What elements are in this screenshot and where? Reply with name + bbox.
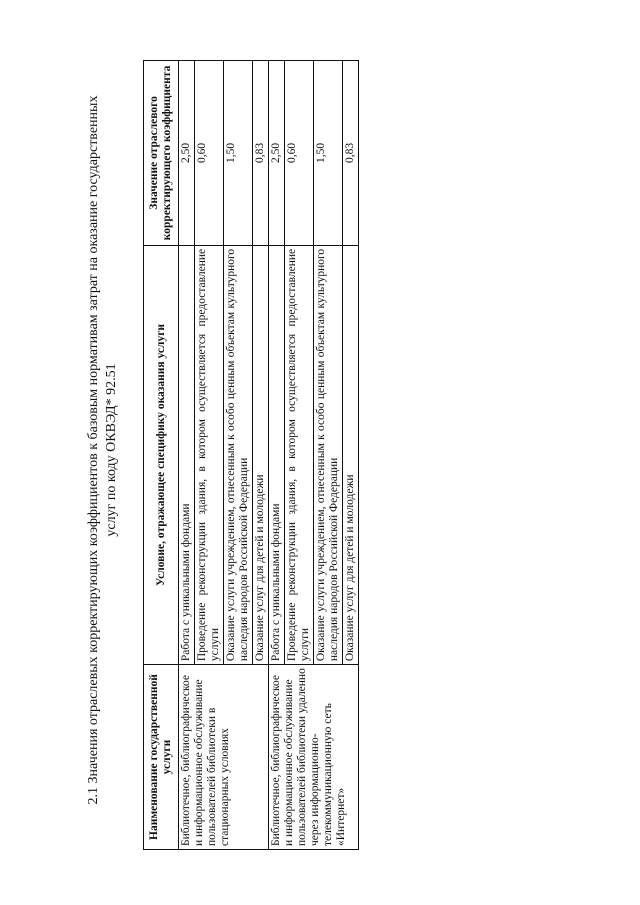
condition-cell: Оказание услуги учреждением, отнесенным к особо ценным объектам культурного наследия народов Российской Федерации (314, 245, 343, 664)
rotated-content (85, 50, 415, 850)
coefficient-cell: 0,83 (253, 61, 269, 246)
condition-cell: Оказание услуг для детей и молодежи (343, 245, 359, 664)
table-row (269, 61, 285, 850)
condition-cell: Работа с уникальными фондами (269, 245, 285, 664)
condition-cell: Оказание услуг для детей и молодежи (253, 245, 269, 664)
header-condition: Условие, отражающее специфику оказания услуги (144, 245, 179, 664)
condition-cell: Оказание услуги учреждением, отнесенным к особо ценным объектам культурного наследия народов Российской Федерации (224, 245, 253, 664)
condition-cell: Проведение реконструкции здания, в котором осуществляется предоставление услуги (195, 245, 224, 664)
service-name-cell: Библиотечное, библиографическое и информационное обслуживание пользователей библиотеки удаленно через информационно-телекоммуникационную сеть «Интернет» (269, 665, 359, 850)
service-name-cell: Библиотечное, библиографическое и информационное обслуживание пользователей библиотеки в стационарных условиях (179, 665, 269, 850)
coefficient-cell: 2,50 (179, 61, 195, 246)
coefficient-cell: 2,50 (269, 61, 285, 246)
coefficient-cell: 1,50 (224, 61, 253, 246)
table-row (179, 61, 195, 850)
caption-line-2: услуг по коду ОКВЭД* 92.51 (104, 363, 119, 537)
coefficient-cell: 0,60 (195, 61, 224, 246)
coefficient-cell: 0,83 (343, 61, 359, 246)
header-service: Наименование государственной услуги (144, 665, 179, 850)
header-value: Значение отраслевого корректирующего коэффициента (144, 61, 179, 246)
table-header-row (144, 61, 179, 850)
condition-cell: Проведение реконструкции здания, в котором осуществляется предоставление услуги (285, 245, 314, 664)
table-caption (85, 50, 121, 850)
coefficients-table (143, 60, 359, 850)
caption-line-1: 2.1 Значения отраслевых корректирующих коэффициентов к базовым нормативам затрат на оказание государственных (86, 95, 101, 805)
condition-cell: Работа с уникальными фондами (179, 245, 195, 664)
coefficient-cell: 1,50 (314, 61, 343, 246)
coefficient-cell: 0,60 (285, 61, 314, 246)
